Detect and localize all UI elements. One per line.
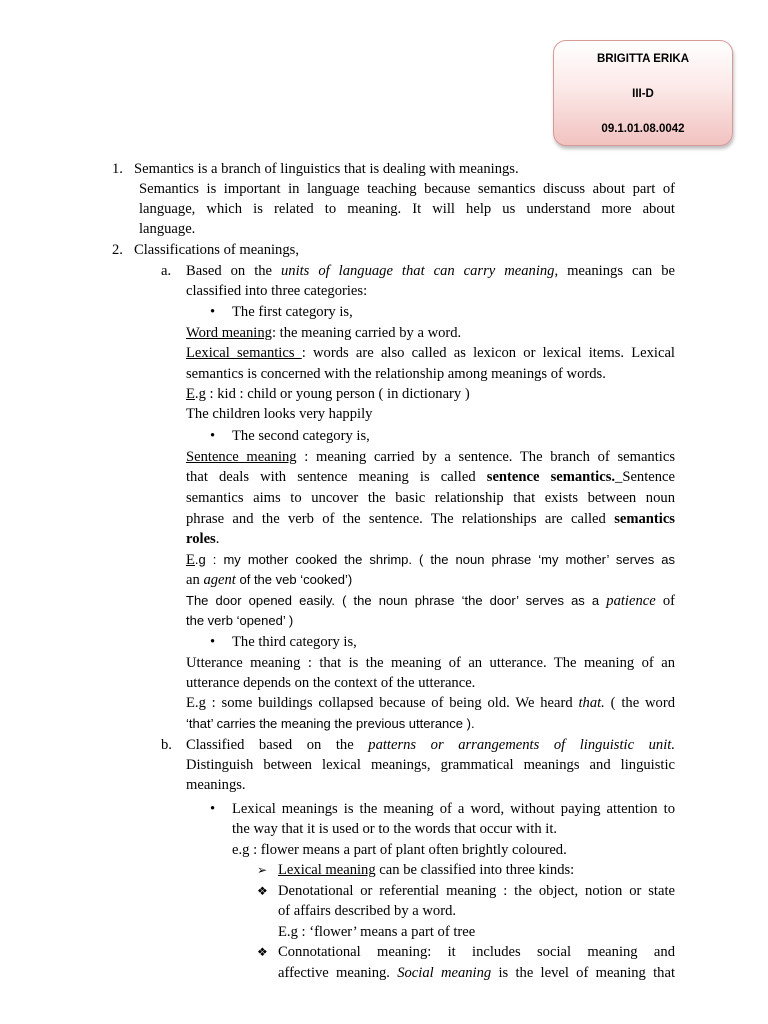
second-example2-line-1: The door opened easily. ( the noun phrase ‘the door’ serves as a patience of [186, 593, 676, 609]
word-meaning-line: Word meaning: the meaning carried by a word. [186, 325, 462, 341]
bullet: • [210, 304, 216, 320]
second-example-line-2: an agent of the veb ‘cooked’) [186, 572, 353, 588]
b-line-1: Classified based on the patterns or arrangements of linguistic unit. [186, 737, 675, 753]
b-line-2: Distinguish between lexical meanings, grammatical meanings and linguistic [186, 757, 675, 773]
lexical-semantics-line-1: Lexical semantics : words are also called as lexicon or lexical items. Lexical [186, 345, 675, 361]
utterance-line-1: Utterance meaning : that is the meaning of an utterance. The meaning of an [186, 655, 675, 671]
a-line-2: classified into three categories: [186, 283, 368, 299]
list-number-2: 2. [112, 242, 123, 258]
list-marker-b: b. [161, 737, 172, 753]
denotational-line-1: Denotational or referential meaning : the object, notion or state [278, 883, 675, 899]
sentence-meaning-line-1: Sentence meaning : meaning carried by a sentence. The branch of semantics [186, 449, 675, 465]
lexical-meanings-line-1: Lexical meanings is the meaning of a word, without paying attention to [232, 801, 675, 817]
lexical-meanings-example: e.g : flower means a part of plant often brightly coloured. [232, 842, 567, 858]
s2-title: Classifications of meanings, [134, 242, 299, 258]
second-category-title: The second category is, [232, 428, 370, 444]
student-id-box [553, 40, 733, 146]
student-class: III-D [632, 88, 654, 100]
first-category-title: The first category is, [232, 304, 353, 320]
a-line-1: Based on the units of language that can carry meaning, meanings can be [186, 263, 675, 279]
arrow-bullet-icon: ➢ [257, 863, 268, 877]
list-number-1: 1. [112, 161, 123, 177]
lexical-meanings-line-2: the way that it is used or to the words that occur with it. [232, 821, 558, 837]
s1-line-4: language. [139, 221, 196, 237]
lexical-semantics-line-2: semantics is concerned with the relationship among meanings of words. [186, 366, 606, 382]
sentence-meaning-line-3: semantics aims to uncover the basic relationship that exists between noun [186, 490, 675, 506]
first-example: E.g : kid : child or young person ( in dictionary ) [186, 386, 470, 402]
bullet: • [210, 801, 216, 817]
s1-line-1: Semantics is a branch of linguistics that is dealing with meanings. [134, 161, 519, 177]
list-marker-a: a. [161, 263, 172, 279]
third-example-line-2: ‘that’ carries the meaning the previous utterance ). [186, 716, 475, 731]
utterance-line-2: utterance depends on the context of the utterance. [186, 675, 476, 691]
second-example-line-1: E.g : my mother cooked the shrimp. ( the noun phrase ‘my mother’ serves as [186, 552, 675, 568]
b-line-3: meanings. [186, 777, 246, 793]
student-number: 09.1.01.08.0042 [601, 123, 685, 135]
bullet: • [210, 428, 216, 444]
diamond-bullet-icon: ❖ [257, 884, 268, 898]
sentence-meaning-line-5: roles. [186, 531, 220, 547]
denotational-line-2: of affairs described by a word. [278, 903, 457, 919]
lexical-kinds-line: Lexical meaning can be classified into three kinds: [278, 862, 575, 878]
connotational-line-1: Connotational meaning: it includes social meaning and [278, 944, 675, 960]
bullet: • [210, 634, 216, 650]
sentence-meaning-line-2: that deals with sentence meaning is called sentence semantics._Sentence [186, 469, 676, 485]
connotational-line-2: affective meaning. Social meaning is the level of meaning that [278, 965, 675, 981]
s1-line-2: Semantics is important in language teaching because semantics discuss about part of [139, 181, 675, 197]
s1-line-3: language, which is related to meaning. It will help us understand more about [139, 201, 675, 217]
second-example2-line-2: the verb ‘opened’ ) [186, 613, 294, 628]
first-example-2: The children looks very happily [186, 406, 373, 422]
third-category-title: The third category is, [232, 634, 357, 650]
diamond-bullet-icon: ❖ [257, 945, 268, 959]
third-example-line-1: E.g : some buildings collapsed because of being old. We heard that. ( the word [186, 695, 675, 711]
sentence-meaning-line-4: phrase and the verb of the sentence. The relationships are called semantics [186, 511, 675, 527]
student-name: BRIGITTA ERIKA [597, 53, 689, 65]
denotational-example: E.g : ‘flower’ means a part of tree [278, 924, 476, 940]
